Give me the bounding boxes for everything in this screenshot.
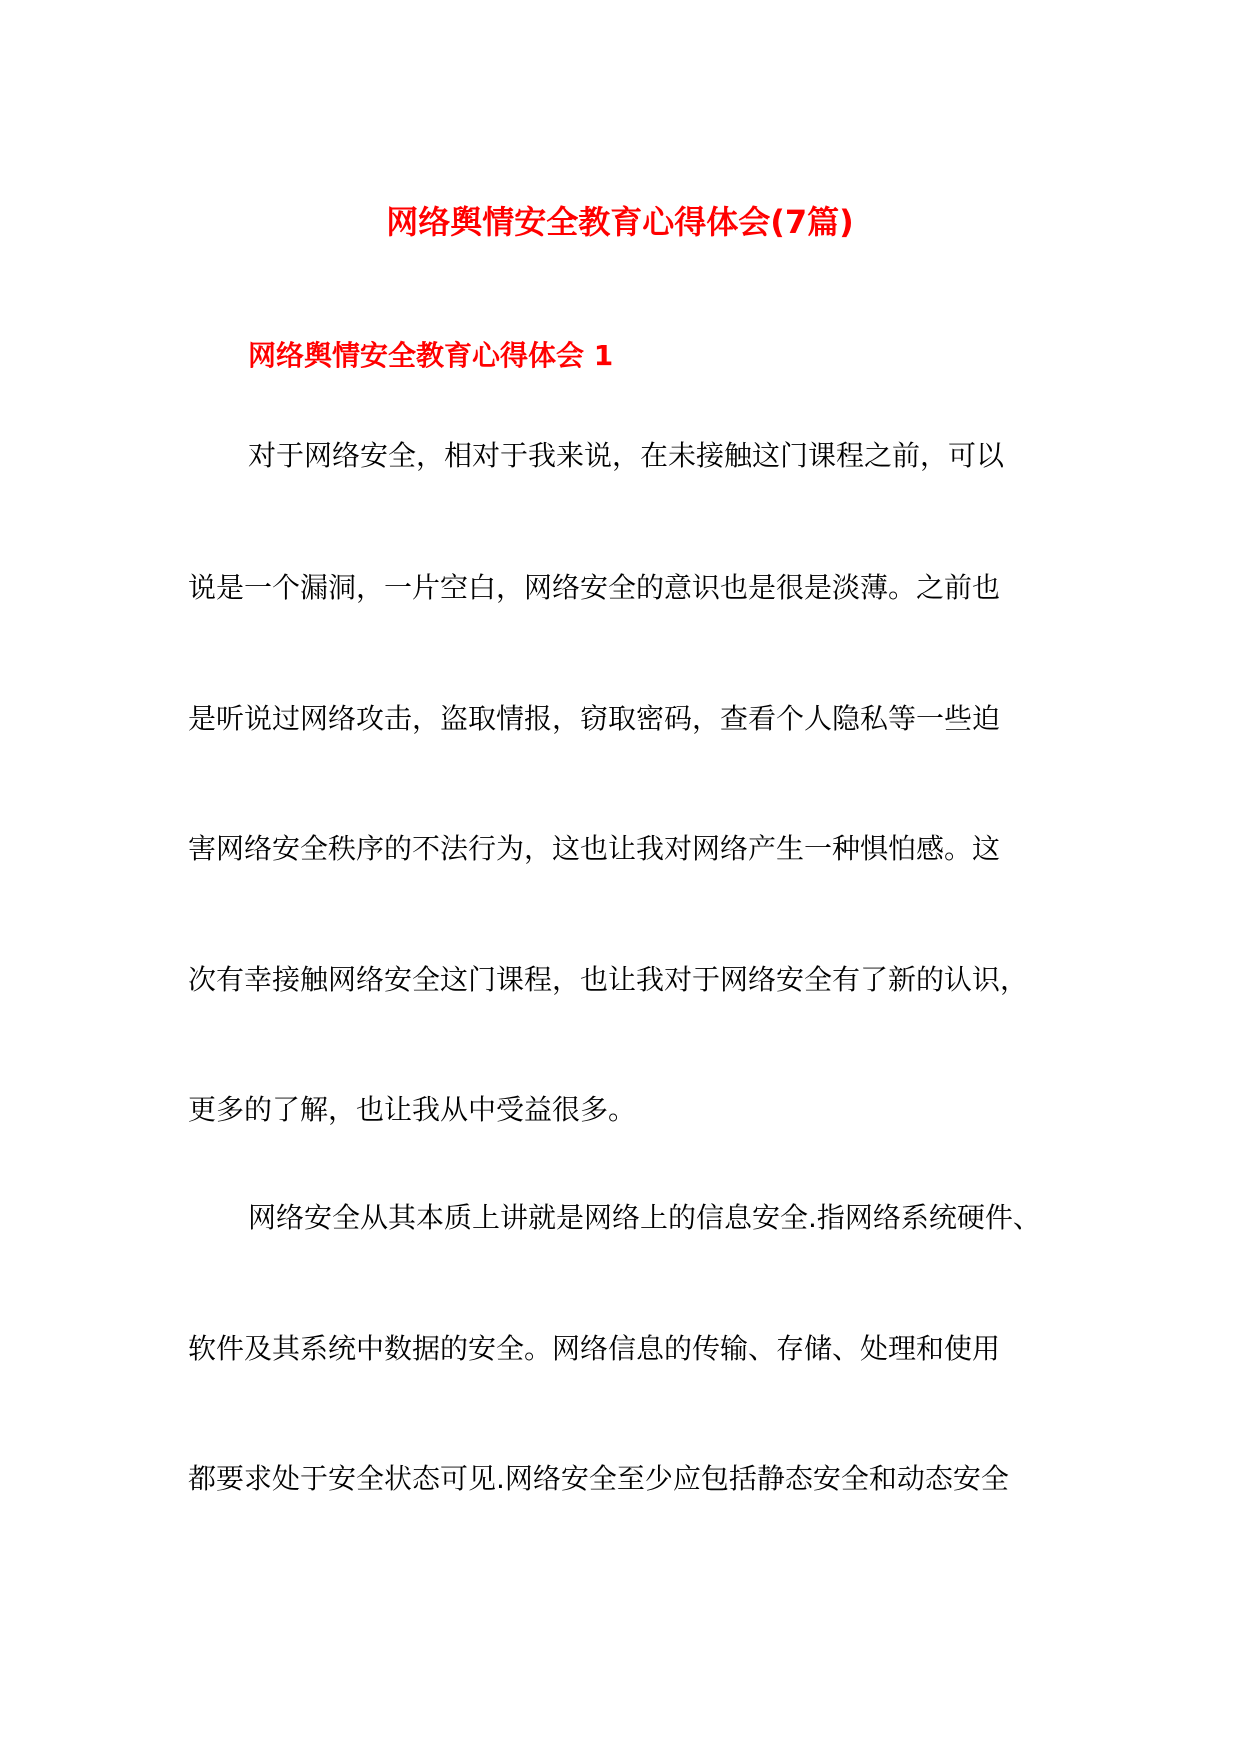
- paragraph-line: 更多的了解，也让我从中受益很多。: [188, 1093, 637, 1126]
- paragraph-line: 是听说过网络攻击，盗取情报，窃取密码，查看个人隐私等一些迫: [188, 702, 1001, 735]
- paragraph-line: 软件及其系统中数据的安全。网络信息的传输、存储、处理和使用: [188, 1332, 1001, 1365]
- document-title: 网络舆情安全教育心得体会(7篇): [386, 203, 854, 241]
- paragraph-line: 都要求处于安全状态可见.网络安全至少应包括静态安全和动态安全: [188, 1462, 1009, 1495]
- paragraph-line: 害网络安全秩序的不法行为，这也让我对网络产生一种惧怕感。这: [188, 832, 1001, 865]
- section-heading: 网络舆情安全教育心得体会 1: [248, 339, 614, 372]
- paragraph-line: 次有幸接触网络安全这门课程，也让我对于网络安全有了新的认识，: [188, 963, 1029, 996]
- paragraph-line: 对于网络安全，相对于我来说，在未接触这门课程之前，可以: [248, 439, 1005, 472]
- paragraph-line: 说是一个漏洞，一片空白，网络安全的意识也是很是淡薄。之前也: [188, 571, 1001, 604]
- paragraph-line: 网络安全从其本质上讲就是网络上的信息安全.指网络系统硬件、: [248, 1201, 1041, 1234]
